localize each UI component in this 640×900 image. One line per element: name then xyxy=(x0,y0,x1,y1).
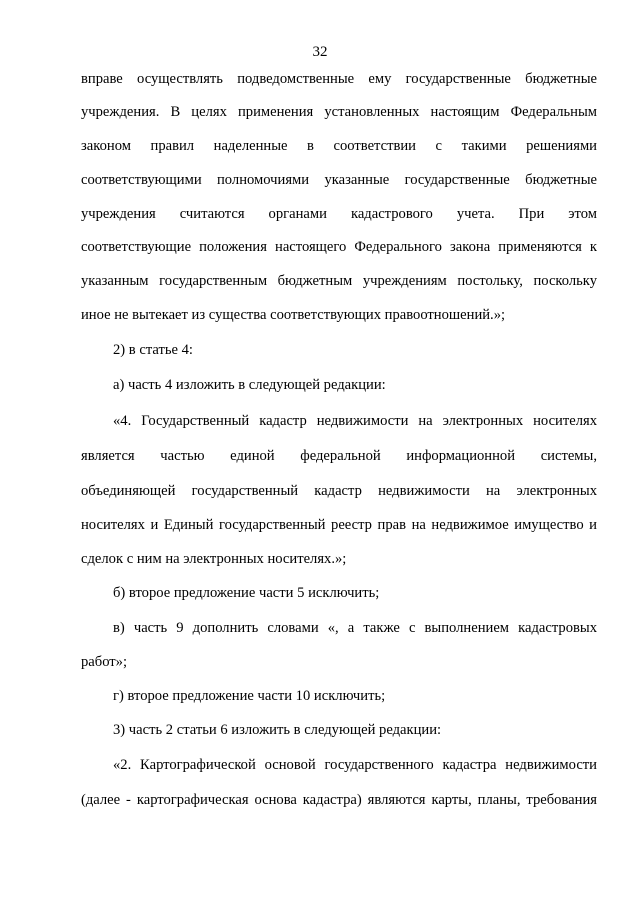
text-line: сделок с ним на электронных носителях.»; xyxy=(81,551,347,567)
text-line: г) второе предложение части 10 исключить; xyxy=(113,688,386,704)
text-line: работ»; xyxy=(81,654,128,670)
text-line: 2) в статье 4: xyxy=(113,342,193,358)
text-line: вправе осуществлять подведомственные ему государственные бюджетные xyxy=(81,71,597,87)
text-line: иное не вытекает из существа соответствующих правоотношений.»; xyxy=(81,307,506,323)
text-line: а) часть 4 изложить в следующей редакции: xyxy=(113,377,386,393)
text-line: б) второе предложение части 5 исключить; xyxy=(113,585,380,601)
text-line: соответствующими полномочиями указанные государственные бюджетные xyxy=(81,172,597,188)
text-line: указанным государственным бюджетным учреждениям постольку, поскольку xyxy=(81,273,597,289)
text-line: «2. Картографической основой государственного кадастра недвижимости xyxy=(113,757,597,773)
text-line: «4. Государственный кадастр недвижимости на электронных носителях xyxy=(113,413,597,429)
text-line: 3) часть 2 статьи 6 изложить в следующей редакции: xyxy=(113,722,442,738)
text-line: учреждения. В целях применения установленных настоящим Федеральным xyxy=(81,104,597,120)
text-line: является частью единой федеральной информационной системы, xyxy=(81,448,597,464)
text-line: в) часть 9 дополнить словами «, а также с выполнением кадастровых xyxy=(113,620,597,636)
text-line: (далее - картографическая основа кадастра) являются карты, планы, требования xyxy=(81,792,597,808)
text-line: законом правил наделенные в соответствии с такими решениями xyxy=(81,138,597,154)
page-number: 32 xyxy=(312,44,328,60)
text-line: соответствующие положения настоящего Федерального закона применяются к xyxy=(81,239,597,255)
text-line: учреждения считаются органами кадастрового учета. При этом xyxy=(81,206,597,222)
text-line: носителях и Единый государственный реестр прав на недвижимое имущество и xyxy=(81,517,597,533)
text-line: объединяющей государственный кадастр недвижимости на электронных xyxy=(81,483,597,499)
